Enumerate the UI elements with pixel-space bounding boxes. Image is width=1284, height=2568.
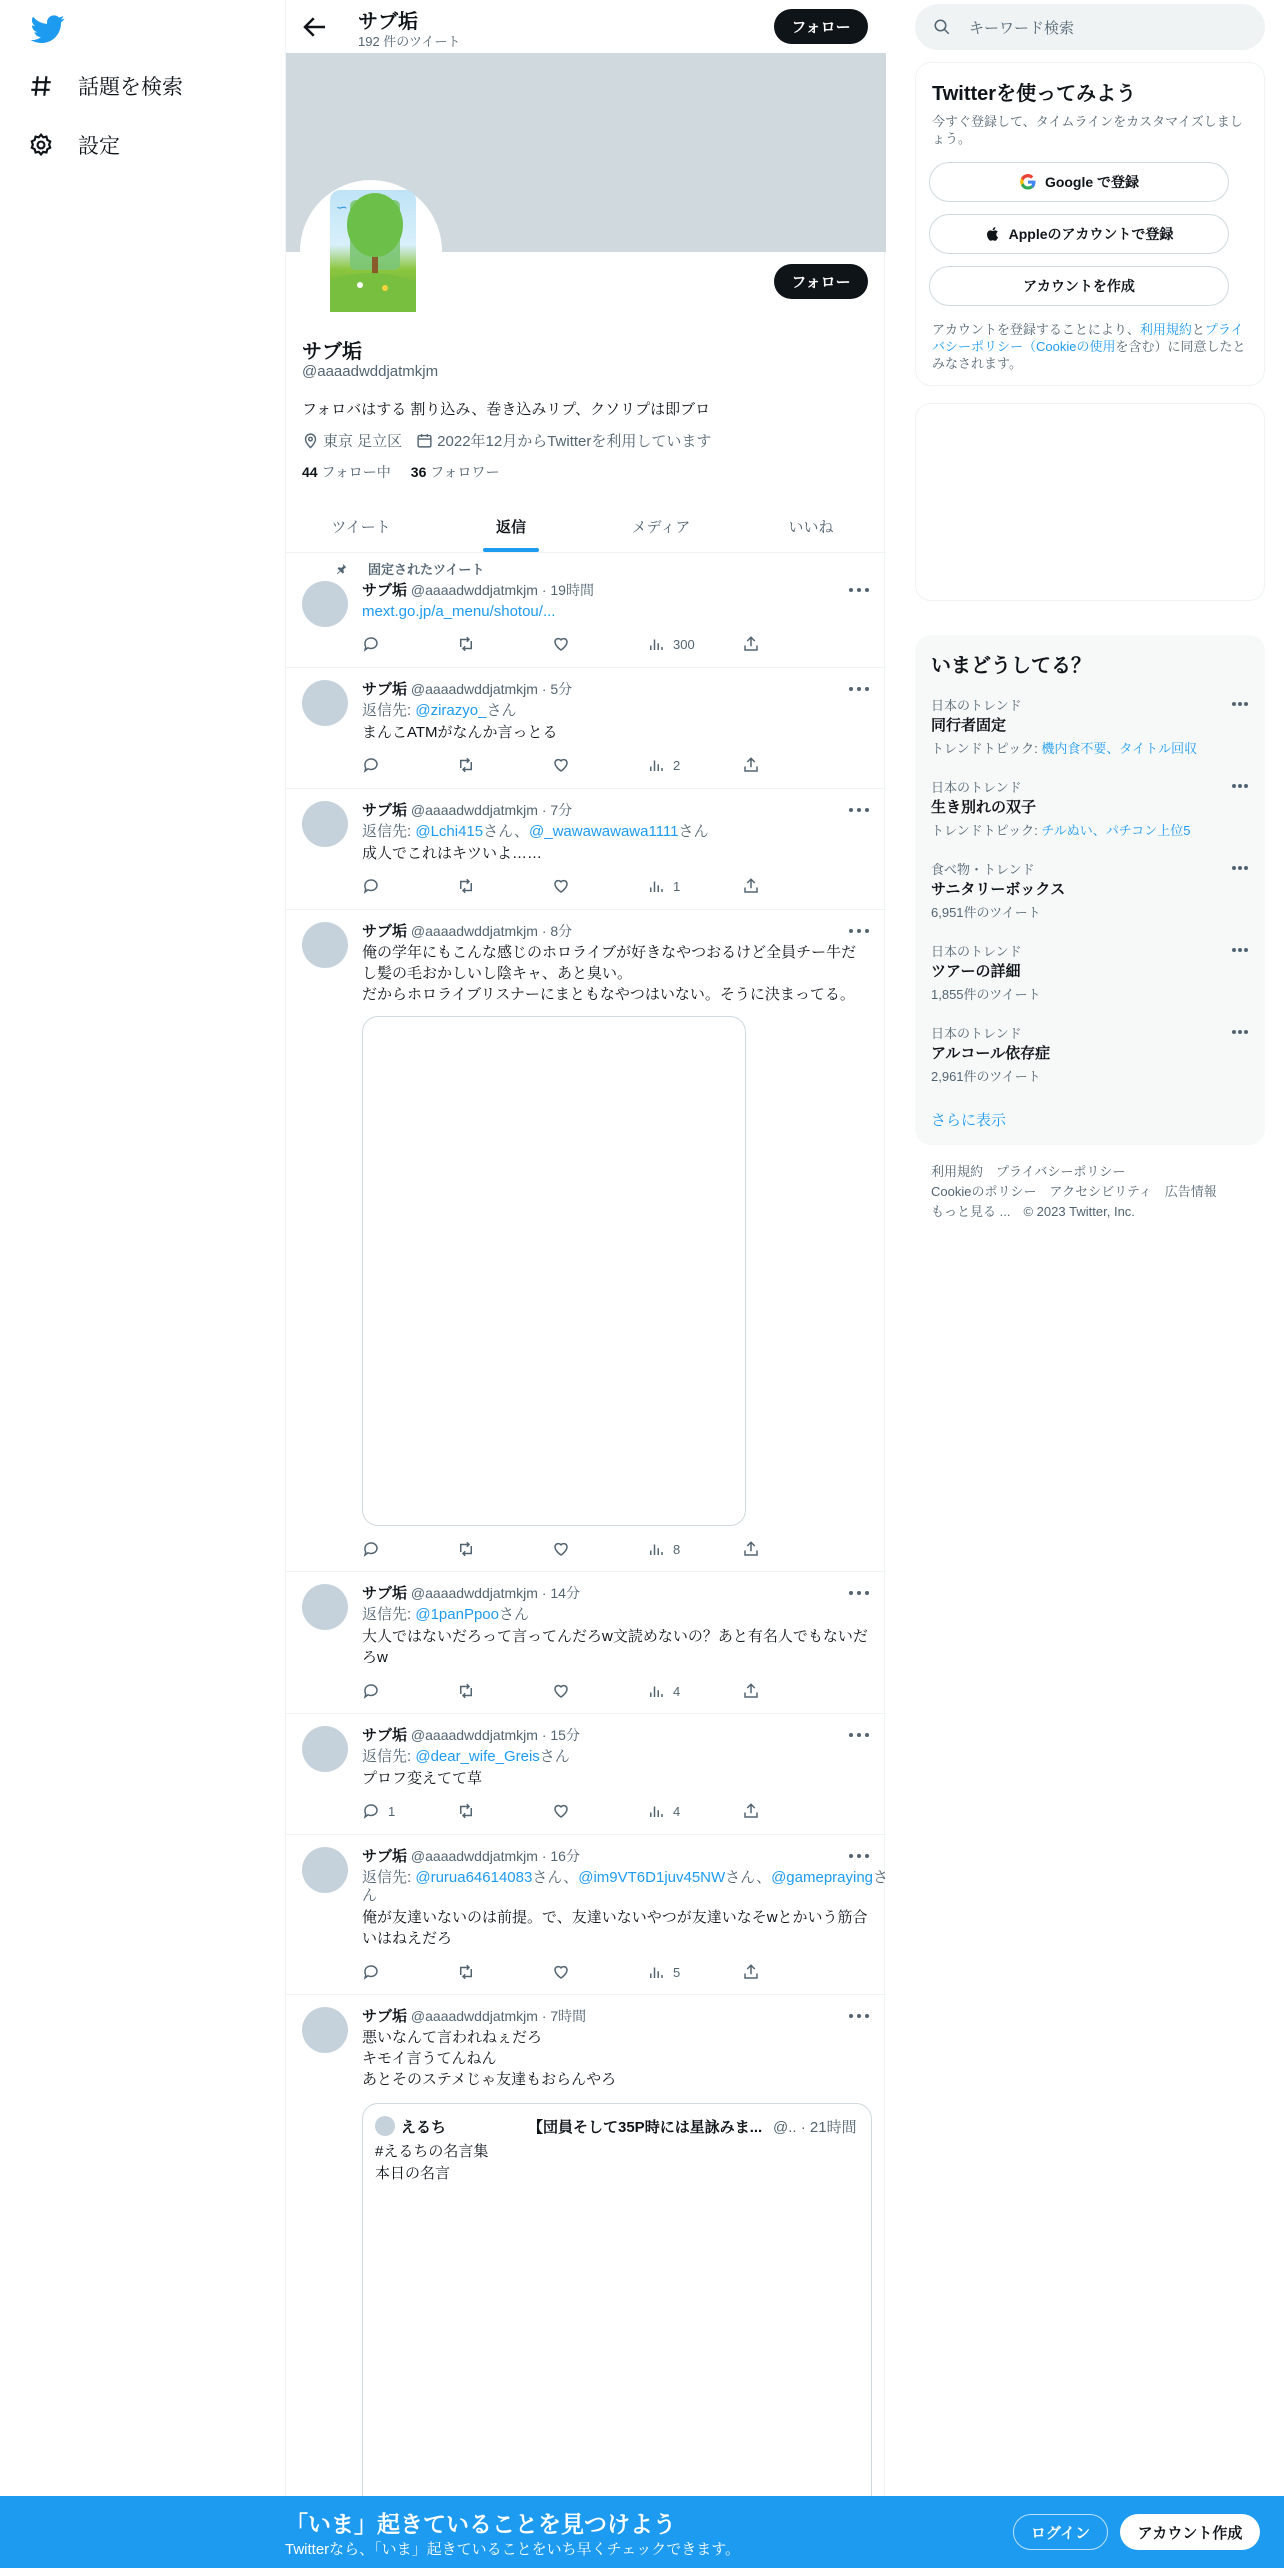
- views-count: 8: [673, 1541, 681, 1557]
- quoted-author-name: えるち: [401, 2119, 447, 2136]
- nav-explore-label: 話題を検索: [78, 76, 183, 99]
- profile-avatar[interactable]: [300, 180, 442, 322]
- tweet-text-line: いはねえだろ: [362, 1930, 453, 1947]
- like-button[interactable]: [552, 756, 612, 774]
- tweet-header: [362, 1724, 580, 1745]
- login-button[interactable]: ログイン: [1013, 2514, 1108, 2550]
- heart-icon: [552, 1540, 570, 1558]
- reply-suffix: さん: [539, 1748, 570, 1765]
- tweet[interactable]: [286, 910, 886, 1572]
- tweet-handle-time: @aaaadwddjatmkjm · 19時間: [410, 582, 594, 598]
- search-box[interactable]: [915, 4, 1265, 50]
- tweet-text-line: 俺が友達いないのは前提。で、友達いないやつが友達いなそwとかいう筋合: [362, 1909, 868, 1926]
- like-button[interactable]: [552, 1540, 612, 1558]
- pinned-label-text: 固定されたツイート: [368, 562, 485, 577]
- retweet-icon: [457, 1963, 475, 1981]
- retweet-button[interactable]: [457, 1682, 517, 1700]
- reply-button[interactable]: [362, 1963, 422, 1981]
- reply-prefix: 返信先:: [362, 702, 416, 719]
- reply-context: [362, 700, 872, 721]
- trend-category: 食べ物・トレンド: [931, 862, 1035, 877]
- tweet-handle-time: @aaaadwddjatmkjm · 15分: [410, 1727, 580, 1743]
- share-icon: [742, 1963, 760, 1981]
- more-options-icon[interactable]: [1231, 783, 1249, 789]
- tweet[interactable]: [286, 553, 886, 668]
- trend-category: 日本のトレンド: [931, 944, 1022, 959]
- trend-item[interactable]: [915, 769, 1265, 851]
- retweet-button[interactable]: [457, 877, 517, 895]
- tweet-avatar[interactable]: [302, 680, 348, 726]
- trend-topic-prefix: トレンドトピック:: [931, 823, 1042, 838]
- google-logo-icon: [1019, 173, 1037, 191]
- more-options-icon[interactable]: [848, 2013, 870, 2019]
- views-count: 4: [673, 1683, 681, 1699]
- profile-follow-button[interactable]: フォロー: [774, 264, 868, 299]
- google-signup-label: Google で登録: [1044, 174, 1140, 190]
- reply-icon: [362, 1802, 380, 1820]
- google-signup-button[interactable]: [929, 162, 1229, 202]
- share-button[interactable]: [742, 756, 802, 774]
- tweet-author-name[interactable]: サブ垢: [362, 582, 408, 599]
- reply-mention[interactable]: @gamepraying: [771, 1869, 874, 1886]
- reply-mention[interactable]: @dear_wife_Greis: [415, 1748, 540, 1765]
- top-bar-name: サブ垢: [358, 11, 418, 33]
- tweet-handle-time: @aaaadwddjatmkjm · 5分: [410, 681, 573, 697]
- terms-text: を含む）に同意したとみなされます。: [932, 339, 1246, 371]
- share-icon: [742, 1802, 760, 1820]
- heart-icon: [552, 1682, 570, 1700]
- footer-line[interactable]: もっと見る ... © 2023 Twitter, Inc.: [931, 1204, 1135, 1219]
- reply-icon: [362, 635, 380, 653]
- retweet-icon: [457, 756, 475, 774]
- tweet[interactable]: [286, 668, 886, 789]
- tweet-author-name[interactable]: サブ垢: [362, 1727, 408, 1744]
- reply-icon: [362, 756, 380, 774]
- tweet[interactable]: [286, 1835, 889, 1995]
- quoted-avatar: [375, 2116, 395, 2136]
- followers-label: フォロワー: [430, 464, 500, 480]
- quoted-tweet[interactable]: [362, 2103, 872, 2523]
- tweet-actions: [362, 875, 802, 897]
- trend-tweet-count: 6,951件のツイート: [931, 905, 1041, 920]
- quoted-text-line: #えるちの名言集: [375, 2143, 489, 2160]
- following-count: 44: [302, 464, 318, 480]
- views-count: 1: [673, 878, 681, 894]
- reply-button[interactable]: [362, 877, 422, 895]
- back-arrow-icon[interactable]: [300, 12, 330, 42]
- reply-prefix: 返信先:: [362, 1748, 416, 1765]
- calendar-icon: [416, 432, 433, 449]
- views-button[interactable]: [647, 1963, 707, 1981]
- reply-separator: さん、: [483, 823, 530, 840]
- views-button[interactable]: [647, 1682, 707, 1700]
- tweet-header: [362, 2005, 586, 2026]
- nav-explore[interactable]: [28, 62, 183, 110]
- tweet-avatar[interactable]: [302, 1726, 348, 1772]
- like-button[interactable]: [552, 1802, 612, 1820]
- pin-icon: [334, 562, 348, 576]
- pinned-label: [334, 559, 484, 578]
- views-chart-icon: [647, 1540, 665, 1558]
- profile-top-bar: [286, 0, 886, 53]
- tweet[interactable]: [286, 1572, 886, 1714]
- trend-name: サニタリーボックス: [931, 881, 1066, 898]
- tab-tweets[interactable]: ツイート: [331, 518, 391, 536]
- trend-topic: [931, 820, 1190, 839]
- tweet-avatar[interactable]: [302, 801, 348, 847]
- signup-button[interactable]: アカウント作成: [1120, 2514, 1260, 2550]
- share-button[interactable]: [742, 1682, 802, 1700]
- nav-settings-label: 設定: [78, 135, 120, 158]
- tweet-actions: [362, 754, 802, 776]
- share-icon: [742, 635, 760, 653]
- footer-line[interactable]: Cookieのポリシー アクセシビリティ 広告情報: [931, 1184, 1217, 1199]
- retweet-icon: [457, 877, 475, 895]
- share-button[interactable]: [742, 635, 802, 653]
- trend-name: 生き別れの双子: [931, 799, 1037, 816]
- like-button[interactable]: [552, 1682, 612, 1700]
- reply-prefix: 返信先:: [362, 823, 416, 840]
- tweet-text-line: あとそのステメじゃ友達もおらんやろ: [362, 2071, 617, 2088]
- trend-name: アルコール依存症: [931, 1045, 1051, 1062]
- trend-name: ツアーの詳細: [931, 963, 1021, 980]
- share-button[interactable]: [742, 877, 802, 895]
- heart-icon: [552, 635, 570, 653]
- footer-links: [931, 1162, 1251, 1222]
- tab-media[interactable]: メディア: [631, 518, 691, 536]
- show-more-link[interactable]: さらに表示: [931, 1112, 1007, 1129]
- tweet-text: 成人でこれはキツいよ……: [362, 845, 543, 862]
- reply-mention[interactable]: @rurua64614083: [415, 1869, 533, 1886]
- reply-suffix: さん: [498, 1606, 529, 1623]
- retweet-icon: [457, 1682, 475, 1700]
- followers-link[interactable]: [411, 462, 500, 482]
- retweet-button[interactable]: [457, 1540, 517, 1558]
- profile-name: サブ垢: [302, 341, 362, 363]
- tweet-text-line: し髪の毛おかしいし陰キャ、あと臭い。: [362, 965, 633, 982]
- profile-joined: [416, 430, 711, 451]
- twitter-logo-icon[interactable]: [28, 12, 68, 46]
- reply-prefix: 返信先:: [362, 1606, 416, 1623]
- views-count: 300: [673, 636, 695, 652]
- following-label: フォロー中: [321, 464, 391, 480]
- reply-separator: さん、: [725, 1869, 772, 1886]
- trend-name: 同行者固定: [931, 717, 1007, 734]
- apple-signup-label: Appleのアカウントで登録: [1008, 226, 1174, 242]
- tweet[interactable]: [286, 789, 886, 910]
- profile-joined-text: 2022年12月からTwitterを利用しています: [437, 433, 712, 450]
- views-button[interactable]: [647, 635, 707, 653]
- quoted-author-title: 【団員そして35P時には星詠みま...: [528, 2119, 763, 2136]
- tweet-handle-time: @aaaadwddjatmkjm · 16分: [410, 1848, 580, 1864]
- retweet-button[interactable]: [457, 635, 517, 653]
- tweet-header: [362, 579, 594, 600]
- reply-context-continued: ん: [362, 1887, 378, 1904]
- tweet-header: [362, 799, 572, 820]
- views-count: 4: [673, 1803, 681, 1819]
- views-button[interactable]: [647, 877, 707, 895]
- tweet-author-name[interactable]: サブ垢: [362, 2008, 408, 2025]
- tweet-actions: [362, 633, 802, 655]
- reply-context: [362, 1746, 872, 1767]
- trend-category: 日本のトレンド: [931, 780, 1022, 795]
- trend-item[interactable]: [915, 687, 1265, 769]
- trends-card: [915, 635, 1265, 1145]
- profile-follow-stats: [302, 462, 500, 482]
- tweet-handle-time: @aaaadwddjatmkjm · 14分: [410, 1585, 580, 1601]
- reply-button[interactable]: [362, 1682, 422, 1700]
- tweet-handle-time: @aaaadwddjatmkjm · 7分: [410, 802, 573, 818]
- tab-replies[interactable]: 返信: [436, 500, 586, 552]
- nav-settings[interactable]: [28, 121, 120, 169]
- search-icon: [933, 18, 951, 36]
- heart-icon: [552, 877, 570, 895]
- reply-suffix: さん: [678, 823, 709, 840]
- more-options-icon[interactable]: [848, 1590, 870, 1596]
- following-link[interactable]: [302, 462, 391, 482]
- reply-icon: [362, 1682, 380, 1700]
- trend-topic-prefix: トレンドトピック:: [931, 741, 1042, 756]
- share-icon: [742, 877, 760, 895]
- retweet-icon: [457, 1540, 475, 1558]
- avatar-illustration: [330, 190, 416, 312]
- tweet-actions: [362, 1961, 802, 1983]
- left-navigation: [0, 0, 285, 2568]
- tweet-text: プロフ変えてて草: [362, 1770, 483, 1787]
- signup-terms: [932, 321, 1247, 372]
- reply-mention[interactable]: @zirazyo_: [415, 702, 487, 719]
- tweet-header: [362, 678, 572, 699]
- profile-location-text: 東京 足立区: [323, 433, 403, 450]
- reply-icon: [362, 877, 380, 895]
- retweet-button[interactable]: [457, 1802, 517, 1820]
- tweet-author-name[interactable]: サブ垢: [362, 681, 408, 698]
- right-sidebar: [915, 0, 1265, 2568]
- quoted-text-line: 本日の名言: [375, 2165, 451, 2182]
- login-prompt-title: 「いま」起きていることを見つけよう: [285, 2511, 676, 2537]
- more-options-icon[interactable]: [848, 587, 870, 593]
- share-icon: [742, 1682, 760, 1700]
- tweet-actions: [362, 1680, 802, 1702]
- trend-tweet-count: 2,961件のツイート: [931, 1069, 1041, 1084]
- tweet-avatar[interactable]: [302, 1847, 348, 1893]
- tweet-text-line: だからホロライブリスナーにまともなやつはいない。そうに決まってる。: [362, 986, 855, 1003]
- views-count: 5: [673, 1964, 681, 1980]
- tweet-text-line: キモイ言うてんねん: [362, 2050, 497, 2067]
- trend-category: 日本のトレンド: [931, 698, 1022, 713]
- tweet-avatar[interactable]: [302, 1584, 348, 1630]
- reply-button[interactable]: [362, 1540, 422, 1558]
- more-options-icon[interactable]: [848, 928, 870, 934]
- profile-handle: @aaaadwddjatmkjm: [302, 363, 439, 380]
- tweet-header: [362, 1845, 580, 1866]
- location-pin-icon: [302, 432, 319, 449]
- views-button[interactable]: [647, 1802, 707, 1820]
- signup-card: [915, 62, 1265, 386]
- reply-count: 1: [388, 1803, 396, 1819]
- views-chart-icon: [647, 1802, 665, 1820]
- more-options-icon[interactable]: [1231, 701, 1249, 707]
- reply-separator: さん、: [532, 1869, 579, 1886]
- more-options-icon[interactable]: [848, 686, 870, 692]
- reply-button[interactable]: [362, 1802, 422, 1820]
- main-column: [285, 0, 889, 2568]
- profile-bio: フォロバはする 割り込み、巻き込みリプ、クソリプは即ブロ: [302, 401, 711, 418]
- profile-tabs: [286, 500, 886, 553]
- tweet-text: まんこATMがなんか言っとる: [362, 724, 558, 741]
- reply-mention[interactable]: @_wawawawawa1111: [529, 823, 679, 840]
- followers-count: 36: [410, 464, 427, 480]
- reply-button[interactable]: [362, 635, 422, 653]
- profile-meta: [302, 430, 711, 451]
- login-prompt-subtitle: Twitterなら、「いま」起きていることをいち早くチェックできます。: [285, 2541, 741, 2558]
- terms-text: アカウントを登録することにより、: [932, 322, 1140, 337]
- reply-mention[interactable]: @1panPpoo: [415, 1606, 499, 1623]
- retweet-icon: [457, 1802, 475, 1820]
- reply-suffix: さん: [486, 702, 517, 719]
- share-icon: [742, 756, 760, 774]
- terms-link[interactable]: 利用規約: [1139, 322, 1192, 337]
- tweet-text-line: 大人ではないだろって言ってんだろw文読めないの？あと有名人でもないだ: [362, 1628, 868, 1645]
- more-options-icon[interactable]: [848, 1853, 870, 1859]
- svg-text:∽: ∽: [336, 200, 348, 216]
- tweet-handle-time: @aaaadwddjatmkjm · 8分: [410, 923, 573, 939]
- trends-title: いまどうしてる？: [931, 655, 1091, 677]
- retweet-button[interactable]: [457, 756, 517, 774]
- tweet[interactable]: [286, 1995, 886, 2496]
- share-button[interactable]: [742, 1963, 802, 1981]
- like-button[interactable]: [552, 877, 612, 895]
- trend-category: 日本のトレンド: [931, 1026, 1022, 1041]
- quoted-handle-time: @.. · 21時間: [773, 2119, 857, 2136]
- views-button[interactable]: [647, 1540, 707, 1558]
- reply-mention[interactable]: @im9VT6D1juv45NW: [578, 1869, 726, 1886]
- tweet-link[interactable]: mext.go.jp/a_menu/shotou/...: [362, 603, 556, 620]
- tab-likes[interactable]: いいね: [788, 518, 834, 536]
- hashtag-icon: [28, 73, 54, 99]
- reply-icon: [362, 1540, 380, 1558]
- tweet-avatar[interactable]: [302, 2007, 348, 2053]
- share-icon: [742, 1540, 760, 1558]
- apple-signup-button[interactable]: [929, 214, 1229, 254]
- heart-icon: [552, 1802, 570, 1820]
- reply-prefix: 返信先:: [362, 1869, 416, 1886]
- views-chart-icon: [647, 756, 665, 774]
- more-options-icon[interactable]: [1231, 1029, 1249, 1035]
- more-options-icon[interactable]: [1231, 947, 1249, 953]
- top-bar-tweet-count: 192 件のツイート: [358, 34, 461, 49]
- views-button[interactable]: [647, 756, 707, 774]
- tweet-actions: [362, 1538, 802, 1560]
- more-options-icon[interactable]: [1231, 865, 1249, 871]
- terms-text: と: [1191, 322, 1205, 337]
- trend-tweet-count: 1,855件のツイート: [931, 987, 1041, 1002]
- profile-location: [302, 430, 402, 451]
- tweet-author-name[interactable]: サブ垢: [362, 1848, 408, 1865]
- share-button[interactable]: [742, 1802, 802, 1820]
- reply-mention[interactable]: @Lchi415: [415, 823, 484, 840]
- tweet-avatar[interactable]: [302, 922, 348, 968]
- trend-item[interactable]: [915, 1015, 1265, 1097]
- views-chart-icon: [647, 1963, 665, 1981]
- more-options-icon[interactable]: [848, 1732, 870, 1738]
- top-follow-button[interactable]: フォロー: [774, 9, 868, 44]
- tweet-author-name[interactable]: サブ垢: [362, 802, 408, 819]
- heart-icon: [552, 1963, 570, 1981]
- views-count: 2: [673, 757, 681, 773]
- share-button[interactable]: [742, 1540, 802, 1558]
- empty-widget: [915, 403, 1265, 601]
- tweet-header: [362, 1582, 580, 1603]
- like-button[interactable]: [552, 635, 612, 653]
- tweet-text-line: 俺の学年にもこんな感じのホロライブが好きなやつおるけど全員チー牛だ: [362, 944, 857, 961]
- heart-icon: [552, 756, 570, 774]
- views-chart-icon: [647, 1682, 665, 1700]
- tweet[interactable]: [286, 1714, 886, 1835]
- views-chart-icon: [647, 877, 665, 895]
- reply-suffix: さ: [873, 1869, 889, 1886]
- trend-topic-link[interactable]: 機内食不要、タイトル回収: [1041, 741, 1198, 756]
- search-placeholder: キーワード検索: [969, 19, 1075, 37]
- gear-icon: [28, 132, 54, 158]
- reply-context: [362, 821, 872, 842]
- tweet-actions: [362, 1800, 802, 1822]
- create-account-button[interactable]: アカウントを作成: [929, 266, 1229, 306]
- tweet-media[interactable]: [362, 1016, 746, 1526]
- login-prompt-bar: [0, 2496, 1284, 2568]
- reply-context: [362, 1604, 872, 1625]
- tweet-handle-time: @aaaadwddjatmkjm · 7時間: [410, 2008, 587, 2024]
- trend-item[interactable]: [915, 933, 1265, 1015]
- trend-item[interactable]: [915, 851, 1265, 933]
- signup-subtitle: 今すぐ登録して、タイムラインをカスタマイズしましょう。: [932, 114, 1243, 146]
- apple-logo-icon: [985, 225, 1001, 243]
- tweet-author-name[interactable]: サブ垢: [362, 1585, 408, 1602]
- tweet-author-name[interactable]: サブ垢: [362, 923, 408, 940]
- signup-title: Twitterを使ってみよう: [932, 83, 1137, 105]
- like-button[interactable]: [552, 1963, 612, 1981]
- reply-icon: [362, 1963, 380, 1981]
- tweet-text-line: ろw: [362, 1649, 388, 1666]
- footer-line[interactable]: 利用規約 プライバシーポリシー: [931, 1164, 1126, 1179]
- trend-topic-link[interactable]: チルぬい、パチコン上位5: [1041, 823, 1191, 838]
- retweet-button[interactable]: [457, 1963, 517, 1981]
- reply-button[interactable]: [362, 756, 422, 774]
- views-chart-icon: [647, 635, 665, 653]
- tweet-header: [362, 920, 572, 941]
- tweet-text-line: 悪いなんて言われねぇだろ: [362, 2029, 543, 2046]
- retweet-icon: [457, 635, 475, 653]
- tweet-avatar[interactable]: [302, 581, 348, 627]
- trend-topic: [931, 738, 1197, 757]
- privacy-link[interactable]: プライバシーポリシー（Cookieの使用: [932, 322, 1244, 354]
- more-options-icon[interactable]: [848, 807, 870, 813]
